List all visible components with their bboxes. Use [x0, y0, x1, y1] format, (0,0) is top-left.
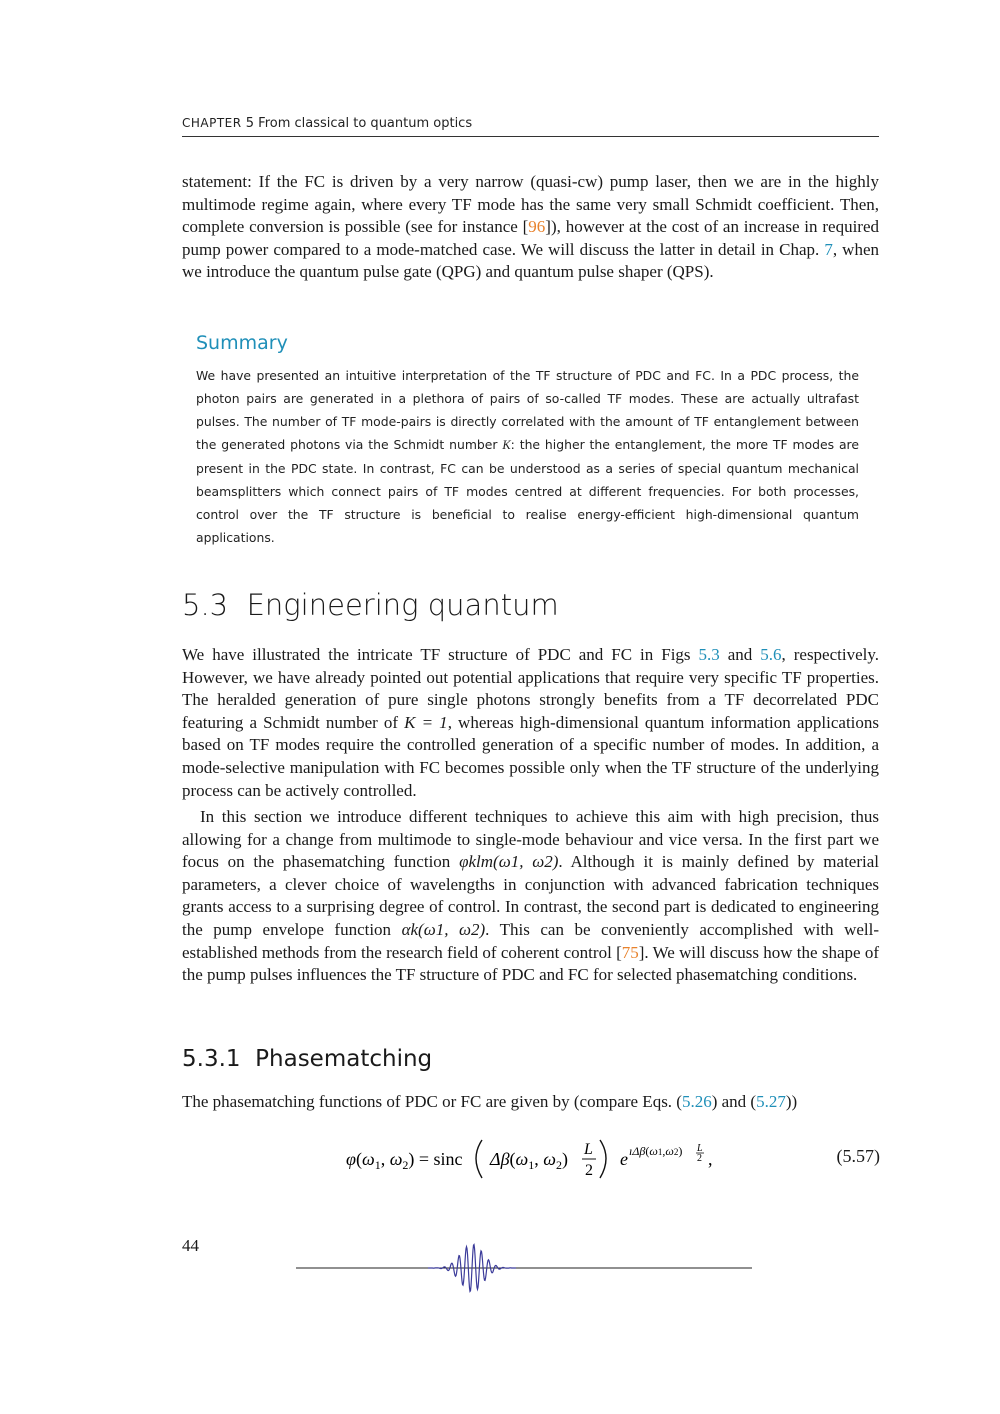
figure-link-5-6[interactable]: 5.6: [760, 645, 782, 664]
intro-text-1: statement: If the FC is driven by a very narrow (quasi-cw) pump laser, then we are in the highly multimode regime again, where every TF mode has the same very small Schmidt coefficient. Then, complete conversion is possible (see for instance [: [182, 172, 879, 237]
subsection-number: 5.3.1: [182, 1046, 241, 1072]
equation-5-57: [340, 1134, 880, 1182]
svg-text:L: L: [697, 1143, 703, 1154]
subsection-heading: [182, 1046, 432, 1072]
section-heading: [182, 588, 559, 622]
svg-text:φ(ω1, ω2) = sinc: $\varphi(\omega_1$, $\omega_2) = \sin c$: [346, 1149, 463, 1172]
para3-text-2: ) and (: [711, 1092, 757, 1111]
summary-text: [196, 364, 859, 549]
para1-text-4: , whereas high-dimensional quantum information applications based on TF modes require the controlled generation of a specific number of modes. In addition, a mode-selective manipulation with FC becomes possible only when the TF structure of the underlying process can be actively controlled.: [182, 712, 880, 800]
para2-text-3: . This can be conveniently accomplished with well-established methods from the research field of coherent control [: [182, 919, 880, 962]
para3-text-1: The phasematching functions of PDC or FC are given by (compare Eqs. (: [182, 1092, 682, 1111]
equation-link-5-27[interactable]: 5.27: [756, 1092, 786, 1111]
para1-math: K = 1: [404, 712, 448, 732]
para1-text-3: , respectively. However, we have already pointed out potential applications that require very specific TF properties. The heralded generation of pure single photons strongly benefits from a TF decorrelated PDC featuring a Schmidt number of: [182, 645, 880, 732]
equation-body: [340, 1134, 740, 1182]
summary-text-1: We have presented an intuitive interpretation of the TF structure of PDC and FC. In a PDC process, the photon pairs are generated in a plethora of pairs of so-called TF modes. These are actually ultrafast pulses. The number of TF mode-pairs is directly correlated with the amount of TF entanglement between the generated photons via the Schmidt number: [196, 368, 859, 452]
citation-link-96[interactable]: 96: [528, 217, 546, 237]
equation-link-5-26[interactable]: 5.26: [681, 1092, 712, 1111]
chapter-title: From classical to quantum optics: [258, 116, 473, 131]
section-title: Engineering quantum: [246, 588, 559, 622]
subsection-title: Phasematching: [255, 1046, 433, 1072]
chapter-number: 5: [245, 116, 255, 131]
svg-text:2: 2: [697, 1153, 702, 1164]
svg-text:e: e: [620, 1149, 628, 1169]
summary-math-k: K: [502, 438, 511, 452]
intro-text-2: ]), however at the cost of an increase in required pump power compared to a mode-matched case. We will discuss the latter in detail in Chap.: [182, 217, 879, 259]
svg-text:2: 2: [585, 1162, 593, 1179]
para2-text-4: ]. We will discuss how the shape of the pump pulses influences the TF structure of PDC and FC for selected phasematching conditions.: [182, 942, 879, 985]
para1-text-1: We have illustrated the intricate TF structure of PDC and FC in Figs: [182, 645, 699, 664]
para2-text-2: . Although it is mainly defined by material parameters, a clever choice of wavelengths in conjunction with advanced fabrication techniques grants access to a surprising degree of control. In contrast, the second part is dedicated to engineering the pump envelope function: [182, 852, 880, 939]
section-number: 5.3: [182, 588, 229, 622]
para2-text-1: In this section we introduce different techniques to achieve this aim with high precision, thus allowing for a change from multimode to single-mode behaviour and vice versa. In the first part we focus on the phasematching function: [182, 807, 879, 872]
intro-text-3: , when we introduce the quantum pulse gate (QPG) and quantum pulse shaper (QPS).: [182, 239, 879, 282]
section-paragraph-1: [182, 644, 879, 802]
svg-text:,: ,: [708, 1149, 713, 1169]
section-paragraph-2: [182, 806, 879, 987]
para3-text-3: )): [785, 1092, 798, 1111]
para2-math-alpha: αk(ω1, ω2): [401, 919, 486, 939]
svg-text:ıΔβ(ω1,ω2): ıΔβ(ω1,ω2): [629, 1144, 683, 1158]
running-head: [182, 116, 879, 137]
page-number: 44: [182, 1236, 199, 1255]
chapter-link-7[interactable]: 7: [824, 239, 833, 259]
summary-text-2: : the higher the entanglement, the more TF modes are present in the PDC state. In contrast, FC can be understood as a series of special quantum mechanical beamsplitters which connect pairs of TF modes centred at different frequencies. For both processes, control over the TF structure is beneficial to realise energy-efficient high-dimensional quantum applications.: [196, 437, 859, 545]
equation-number: (5.57): [836, 1146, 880, 1166]
section-paragraph-3: [182, 1091, 879, 1114]
wave-packet-ornament: [296, 1240, 752, 1296]
para2-math-phi: φklm(ω1, ω2): [459, 852, 559, 872]
intro-paragraph: [182, 171, 879, 284]
chapter-word: CHAPTER: [182, 116, 242, 130]
citation-link-75[interactable]: 75: [621, 942, 639, 962]
svg-text:L: L: [584, 1141, 593, 1158]
figure-link-5-3[interactable]: 5.3: [698, 645, 720, 664]
summary-title: Summary: [196, 332, 288, 354]
svg-text:Δβ(ω1, ω2): $\Delta\beta(\omega_1$, $\omega_2$): [490, 1149, 568, 1172]
para1-text-2: and: [719, 645, 761, 664]
